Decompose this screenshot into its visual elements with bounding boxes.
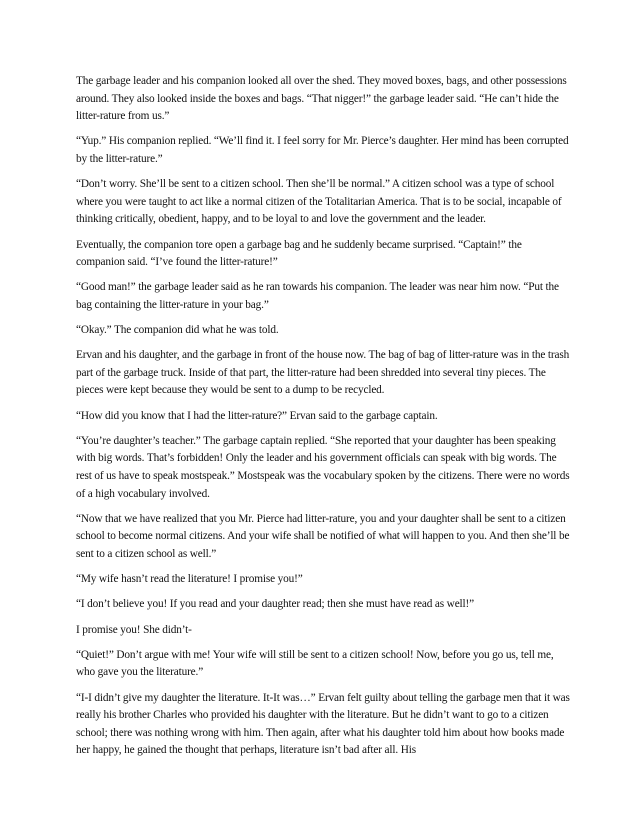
document-body <box>76 73 570 768</box>
paragraph: The garbage leader and his companion looked all over the shed. They moved boxes, bags, and other possessions around. They also looked inside the boxes and bags. “That nigger!” the garbage leader said. “He can’t hide the litter-rature from us.” <box>76 75 567 123</box>
paragraph: Eventually, the companion tore open a garbage bag and he suddenly became surprised. “Captain!” the companion said. “I’ve found the litter-rature!” <box>76 238 522 269</box>
paragraph: “How did you know that I had the litter-rature?” Ervan said to the garbage captain. <box>76 409 438 422</box>
paragraph: “Okay.” The companion did what he was told. <box>76 324 279 337</box>
paragraph: “I don’t believe you! If you read and your daughter read; then she must have read as well!” <box>76 598 475 611</box>
paragraph: “Quiet!” Don’t argue with me! Your wife will still be sent to a citizen school! Now, before you go us, tell me, who gave you the literature.” <box>76 648 554 679</box>
paragraph: “You’re daughter’s teacher.” The garbage captain replied. “She reported that your daughter has been speaking with big words. That’s forbidden! Only the leader and his government officials can speak with big words. The rest of us have to speak mostspeak.” Mostspeak was the vocabulary spoken by the citizens. There were no words of a high vocabulary involved. <box>76 434 570 500</box>
paragraph: I promise you! She didn’t- <box>76 623 192 636</box>
paragraph: “Now that we have realized that you Mr. Pierce had litter-rature, you and your daughter shall be sent to a citizen school to become normal citizens. And your wife shall be notified of what will happen to you. And then she’ll be sent to a citizen school as well.” <box>76 512 570 560</box>
paragraph: “Don’t worry. She’ll be sent to a citizen school. Then she’ll be normal.” A citizen school was a type of school where you were taught to act like a normal citizen of the Totalitarian America. That is to be social, incapable of thinking critically, obedient, happy, and to be loyal to and love the government and the leader. <box>76 178 562 226</box>
paragraph: “My wife hasn’t read the literature! I promise you!” <box>76 573 303 586</box>
paragraph: “Good man!” the garbage leader said as he ran towards his companion. The leader was near him now. “Put the bag containing the litter-rature in your bag.” <box>76 281 559 311</box>
paragraph: “Yup.” His companion replied. “We’ll find it. I feel sorry for Mr. Pierce’s daughter. Her mind has been corrupted by the litter-rature.” <box>76 135 569 165</box>
paragraph: Ervan and his daughter, and the garbage in front of the house now. The bag of bag of litter-rature was in the trash part of the garbage truck. Inside of that part, the litter-rature had been shredded into several tiny pieces. The pieces were kept because they would be sent to a dump to be recycled. <box>76 349 570 397</box>
paragraph: “I-I didn’t give my daughter the literature. It-It was…” Ervan felt guilty about telling the garbage men that it was really his brother Charles who provided his daughter with the literature. But he didn’t want to go to a citizen school; there was nothing wrong with him. Then again, after what his daughter told him about how books made her happy, he gained the thought that perhaps, literature isn’t bad after all. His <box>76 691 570 757</box>
